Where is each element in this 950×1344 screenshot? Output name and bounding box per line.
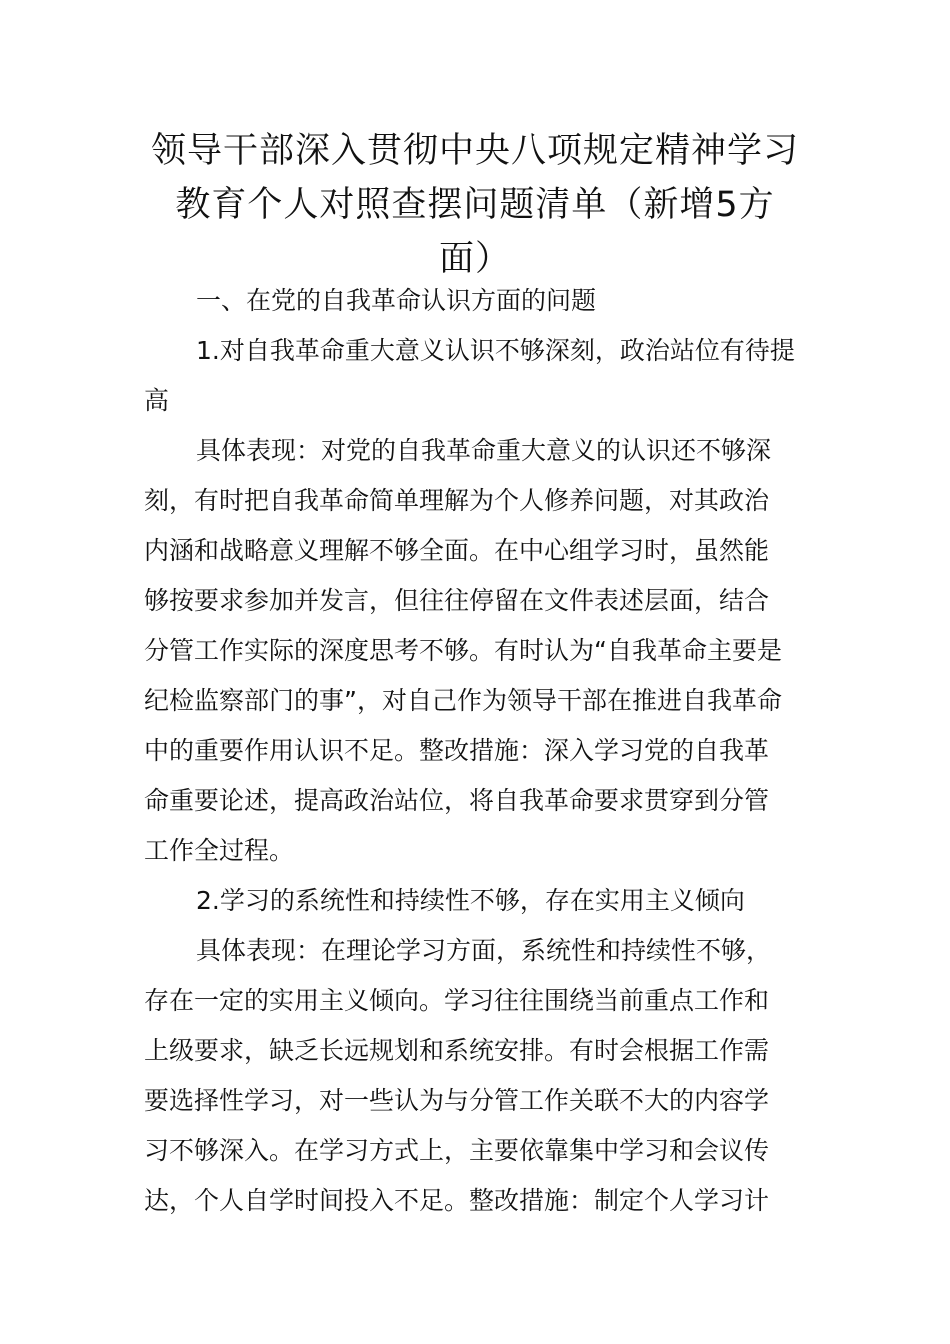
paragraph-line: 达，个人自学时间投入不足。整改措施：制定个人学习计 [144,1186,770,1215]
paragraph-line: 刻，有时把自我革命简单理解为个人修养问题，对其政治 [144,486,770,515]
title-line: 教育个人对照查摆问题清单（新增5方 [175,185,775,225]
paragraph-line: 上级要求，缺乏长远规划和系统安排。有时会根据工作需 [144,1036,770,1065]
item-heading: 1.对自我革命重大意义认识不够深刻，政治站位有待提 [196,336,795,365]
paragraph-line: 习不够深入。在学习方式上，主要依靠集中学习和会议传 [144,1136,770,1165]
item-heading: 2.学习的系统性和持续性不够，存在实用主义倾向 [196,886,745,915]
paragraph-line: 中的重要作用认识不足。整改措施：深入学习党的自我革 [144,736,770,765]
paragraph-line: 具体表现：对党的自我革命重大意义的认识还不够深 [196,436,772,465]
title-line: 面） [438,239,511,279]
paragraph-line: 够按要求参加并发言，但往往停留在文件表述层面，结合 [144,586,770,615]
section-heading: 一、在党的自我革命认识方面的问题 [196,286,597,315]
document-title [150,124,800,286]
paragraph-line: 具体表现：在理论学习方面，系统性和持续性不够， [196,936,772,965]
paragraph-line: 命重要论述，提高政治站位，将自我革命要求贯穿到分管 [144,786,770,815]
paragraph-line: 要选择性学习，对一些认为与分管工作关联不大的内容学 [144,1086,770,1115]
paragraph-line: 工作全过程。 [144,836,295,865]
paragraph-line: 分管工作实际的深度思考不够。有时认为“自我革命主要是 [144,636,782,665]
document-body [144,276,806,1226]
paragraph-line: 纪检监察部门的事”，对自己作为领导干部在推进自我革命 [144,686,782,715]
paragraph-line: 内涵和战略意义理解不够全面。在中心组学习时，虽然能 [144,536,770,565]
paragraph-line: 存在一定的实用主义倾向。学习往往围绕当前重点工作和 [144,986,770,1015]
item-heading-continued: 高 [144,386,170,415]
title-line: 领导干部深入贯彻中央八项规定精神学习 [150,131,799,171]
